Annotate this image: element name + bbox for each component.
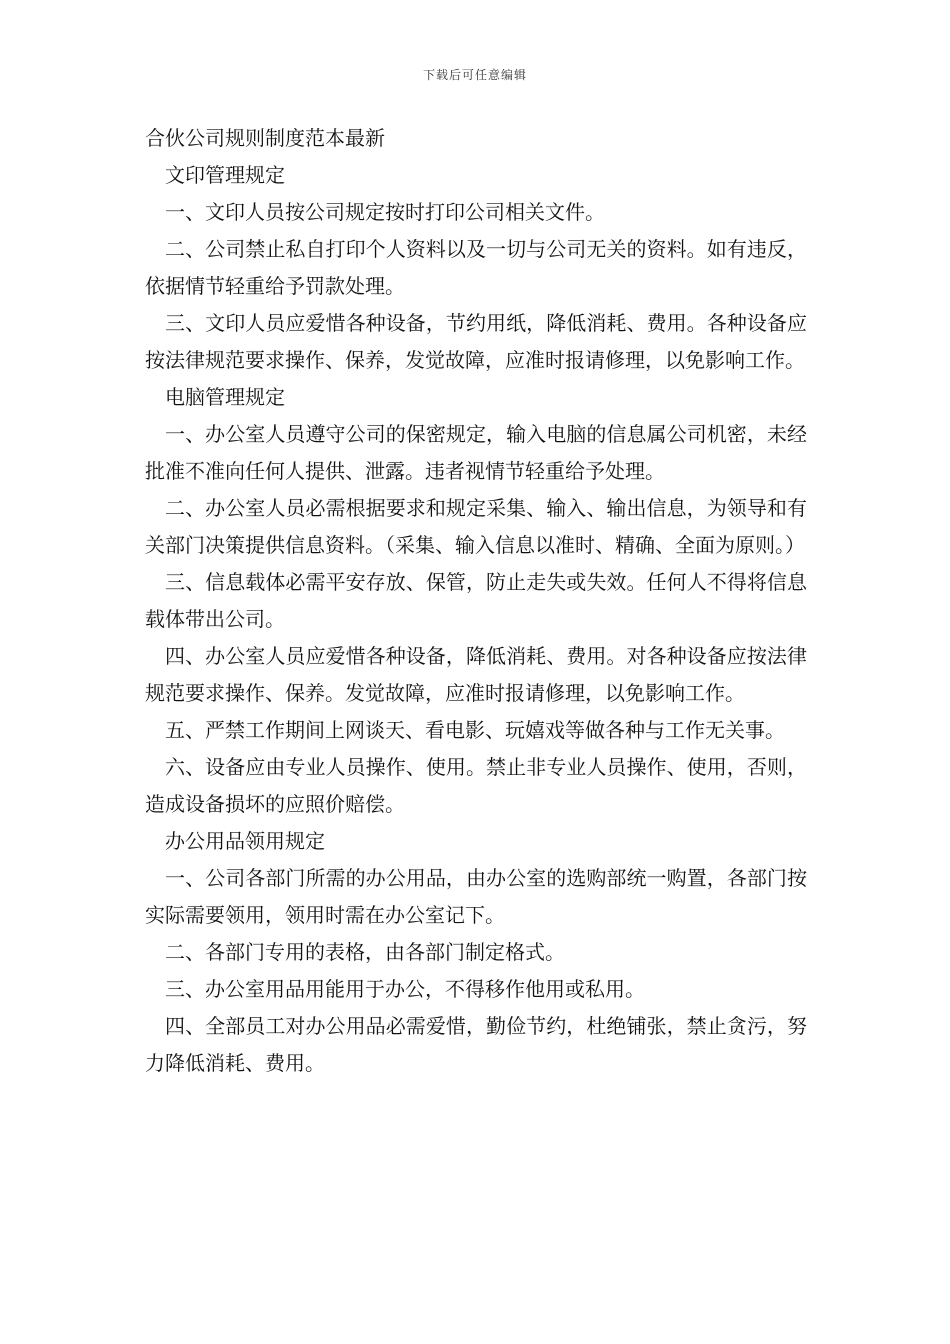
section-heading: 办公用品领用规定 <box>165 829 325 853</box>
paragraph: 一、文印人员按公司规定按时打印公司相关文件。 <box>165 200 605 224</box>
paragraph: 五、严禁工作期间上网谈天、看电影、玩嬉戏等做各种与工作无关事。 <box>165 718 785 742</box>
document-title: 合伙公司规则制度范本最新 <box>145 126 385 150</box>
paragraph: 三、信息载体必需平安存放、保管，防止走失或失效。任何人不得将信息载体带出公司。 <box>145 570 807 631</box>
paragraph: 二、各部门专用的表格，由各部门制定格式。 <box>165 940 565 964</box>
paragraph: 三、办公室用品用能用于办公，不得移作他用或私用。 <box>165 977 645 1001</box>
section-heading: 文印管理规定 <box>165 163 285 187</box>
paragraph: 三、文印人员应爱惜各种设备，节约用纸，降低消耗、费用。各种设备应按法律规范要求操作、保养，发觉故障，应准时报请修理，以免影响工作。 <box>145 311 807 372</box>
paragraph: 四、办公室人员应爱惜各种设备，降低消耗、费用。对各种设备应按法律规范要求操作、保养。发觉故障，应准时报请修理，以免影响工作。 <box>145 644 807 705</box>
paragraph: 二、办公室人员必需根据要求和规定采集、输入、输出信息，为领导和有关部门决策提供信息资料。（采集、输入信息以准时、精确、全面为原则。） <box>145 496 807 557</box>
paragraph: 一、公司各部门所需的办公用品，由办公室的选购部统一购置，各部门按实际需要领用，领用时需在办公室记下。 <box>145 866 807 927</box>
section-printing <box>145 157 807 379</box>
header-note: 下载后可任意编辑 <box>422 68 527 82</box>
paragraph: 一、办公室人员遵守公司的保密规定，输入电脑的信息属公司机密，未经批准不准向任何人提供、泄露。违者视情节轻重给予处理。 <box>145 422 807 483</box>
section-computer <box>145 379 807 823</box>
section-heading: 电脑管理规定 <box>165 385 285 409</box>
section-office-supplies <box>145 823 807 1082</box>
paragraph: 四、全部员工对办公用品必需爱惜，勤俭节约，杜绝铺张，禁止贪污，努力降低消耗、费用。 <box>145 1014 807 1075</box>
paragraph: 二、公司禁止私自打印个人资料以及一切与公司无关的资料。如有违反，依据情节轻重给予罚款处理。 <box>145 237 807 298</box>
paragraph: 六、设备应由专业人员操作、使用。禁止非专业人员操作、使用，否则，造成设备损坏的应照价赔偿。 <box>145 755 807 816</box>
document-body <box>145 120 807 1082</box>
